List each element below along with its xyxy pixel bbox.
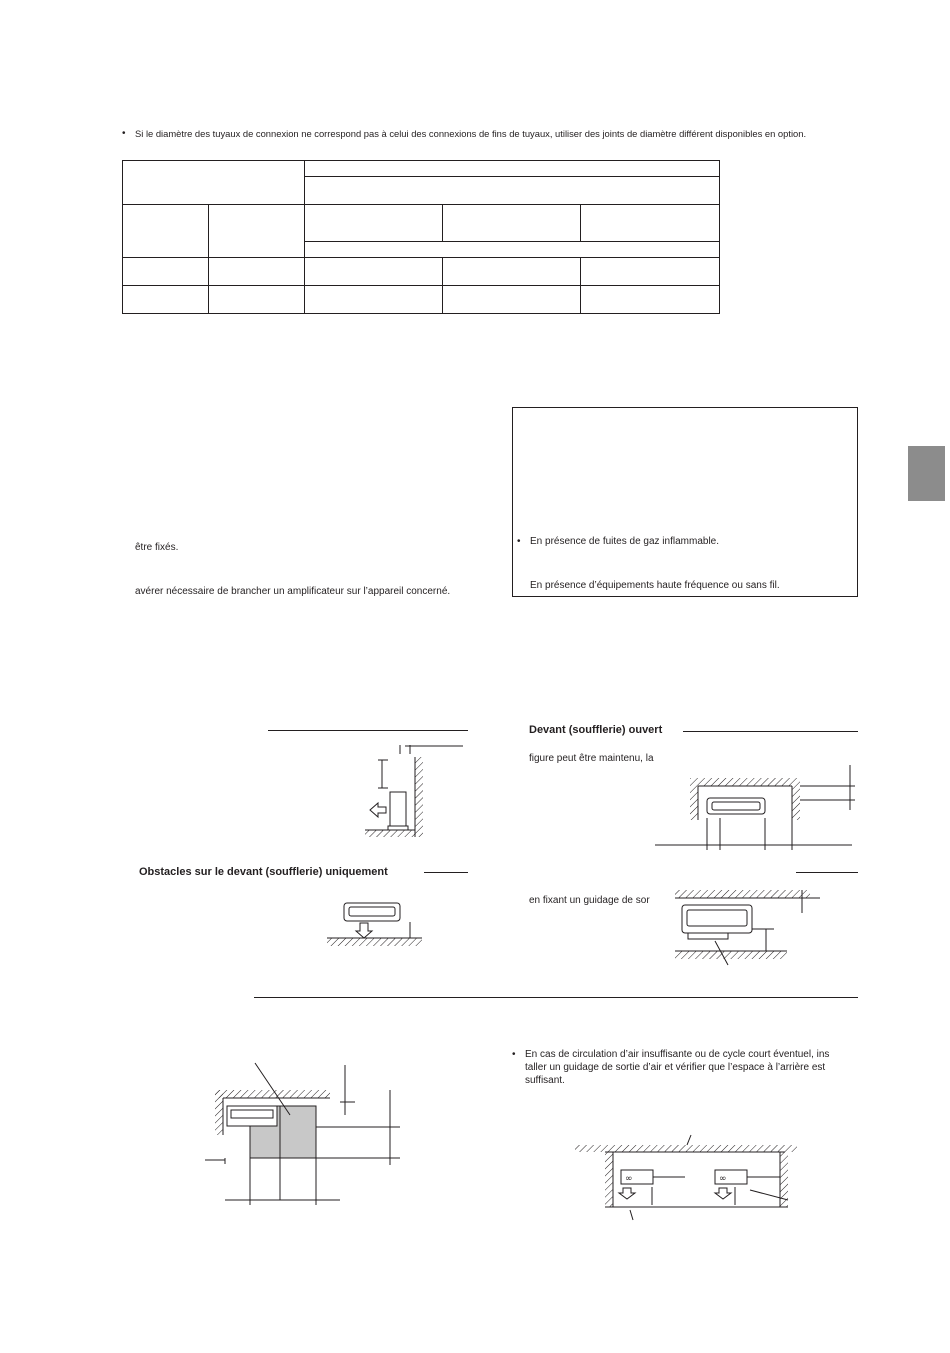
front-open-text: figure peut être maintenu, la (529, 753, 654, 764)
front-obstacles-heading: Obstacles sur le devant (soufflerie) uniquement (139, 866, 388, 878)
air-guide-diagram (670, 885, 830, 970)
heading-rule-right-short (796, 872, 858, 873)
front-open-diagram (680, 760, 860, 850)
heading-rule-top-left (268, 730, 468, 731)
section-divider (254, 997, 858, 998)
intro-bullet-text: Si le diamètre des tuyaux de connexion ne correspond pas à celui des connexions de fins de tuyaux, utiliser des joints de diamètre différent disponibles en option. (135, 128, 807, 139)
top-view-clearance-diagram (200, 1060, 400, 1210)
bottom-note-line-3: suffisant. (525, 1075, 565, 1086)
notice-bullet-symbol: • (517, 536, 521, 547)
front-obstacles-heading-rule (424, 872, 468, 873)
notice-item-2: En présence d’équipements haute fréquence ou sans fil. (530, 580, 780, 591)
left-text-line-1: être fixés. (135, 542, 179, 553)
bottom-note-bullet: • (512, 1049, 516, 1060)
left-text-line-2: avérer nécessaire de brancher un amplificateur sur l’appareil concerné. (135, 586, 451, 597)
two-units-diagram (575, 1135, 805, 1220)
svg-text:∞: ∞ (719, 1174, 727, 1184)
intro-bullet-symbol: • (122, 128, 126, 139)
bottom-note-line-1: En cas de circulation d’air insuffisante ou de cycle court éventuel, ins (525, 1049, 830, 1060)
wall-clearance-diagram (360, 740, 460, 840)
front-obstacle-diagram (322, 898, 432, 958)
pipe-diameter-table (122, 160, 720, 314)
front-open-heading-rule (683, 731, 858, 732)
section-side-tab (908, 446, 945, 501)
front-open-heading: Devant (soufflerie) ouvert (529, 724, 663, 736)
guide-text: en fixant un guidage de sor (529, 895, 650, 906)
svg-text:∞: ∞ (625, 1174, 633, 1184)
notice-box (512, 407, 858, 597)
bottom-note-line-2: taller un guidage de sortie d’air et vérifier que l’espace à l’arrière est (525, 1062, 826, 1073)
notice-item-1: En présence de fuites de gaz inflammable. (530, 536, 719, 547)
